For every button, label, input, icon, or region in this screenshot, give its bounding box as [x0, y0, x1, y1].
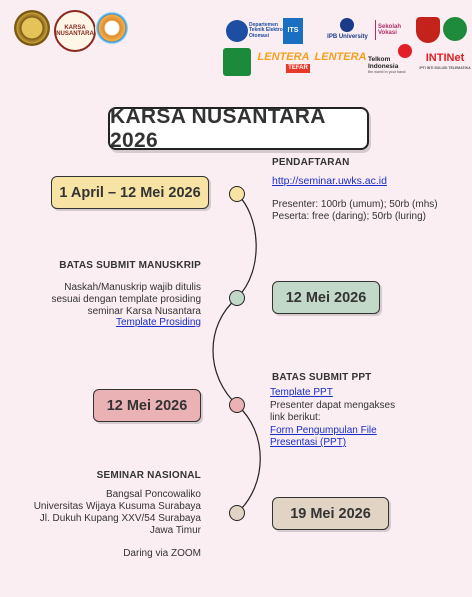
template-ppt-link[interactable]: Template PPT [270, 387, 333, 398]
intinet-tagline: IPTI INTI SOLUSI TELEMATIKA [419, 66, 471, 71]
lentera-tefar-badge: TEFAR [286, 64, 310, 73]
seminar-website-link[interactable]: http://seminar.uwks.ac.id [272, 175, 387, 187]
seminar-venue-line-4: Jawa Timur [149, 525, 201, 536]
date-pill-ppt: 12 Mei 2026 [93, 389, 201, 422]
timeline-node-4 [229, 505, 245, 521]
timeline-node-3 [229, 397, 245, 413]
timeline-node-1 [229, 186, 245, 202]
page-title: KARSA NUSANTARA 2026 [108, 107, 369, 150]
telkom-text: Telkom Indonesia [368, 56, 399, 70]
date-pill-seminar: 19 Mei 2026 [272, 497, 389, 530]
dept-ee-text: Departemen Teknik Elektro Otomasi [249, 22, 283, 39]
intinet-logo: INTINet [425, 52, 465, 65]
template-prosiding-link[interactable]: Template Prosiding [115, 317, 201, 328]
seminar-venue-line-3: Jl. Dukuh Kupang XXV/54 Surabaya [39, 513, 201, 524]
seminar-heading: SEMINAR NASIONAL [96, 470, 201, 481]
manuscript-desc-line-2: sesuai dengan template prosiding [51, 294, 201, 305]
its-logo: ITS [283, 18, 303, 44]
sekolah-vokasi-text: Sekolah Vokasi [375, 20, 412, 40]
date-pill-registration: 1 April – 12 Mei 2026 [51, 176, 209, 209]
ipb-text: IPB University [327, 34, 368, 41]
seminar-online-info: Daring via ZOOM [123, 548, 201, 559]
registration-fee-participant: Peserta: free (daring); 50rb (luring) [272, 211, 426, 222]
registration-heading: PENDAFTARAN [272, 157, 350, 168]
lentera-logo-1: LENTERA [257, 51, 310, 64]
lentera-logo-2: LENTERA [314, 51, 367, 64]
registration-fee-presenter: Presenter: 100rb (umum); 50rb (mhs) [272, 199, 438, 210]
manuscript-desc-line-1: Naskah/Manuskrip wajib ditulis [64, 282, 201, 293]
ppt-form-link-line-2[interactable]: Presentasi (PPT) [270, 437, 347, 448]
manuscript-desc-line-3: seminar Karsa Nusantara [87, 306, 201, 317]
ppt-desc-line-1: Presenter dapat mengakses [270, 400, 396, 411]
manuscript-deadline-heading: BATAS SUBMIT MANUSKRIP [59, 260, 201, 271]
ppt-deadline-heading: BATAS SUBMIT PPT [272, 372, 372, 383]
seminar-venue-line-2: Universitas Wijaya Kusuma Surabaya [33, 501, 201, 512]
ppt-desc-line-2: link berikut: [270, 412, 321, 423]
telkom-tagline: the world in your hand [368, 70, 406, 75]
date-pill-manuscript: 12 Mei 2026 [272, 281, 380, 314]
ppt-form-link-line-1[interactable]: Form Pengumpulan File [270, 425, 377, 436]
timeline-node-2 [229, 290, 245, 306]
karsa-nusantara-logo: KARSA NUSANTARA [54, 10, 96, 52]
seminar-venue-line-1: Bangsal Poncowaliko [105, 489, 201, 500]
